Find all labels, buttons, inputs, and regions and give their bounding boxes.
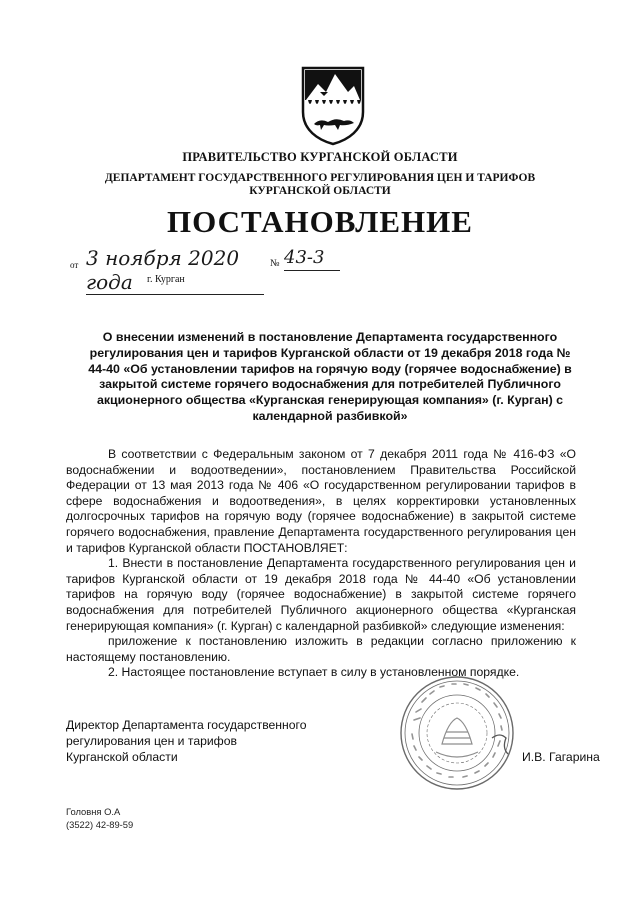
department-name-line2: КУРГАНСКОЙ ОБЛАСТИ xyxy=(249,185,391,197)
from-label: от xyxy=(70,260,79,270)
handwritten-date: 3 ноября 2020 года xyxy=(86,246,264,295)
executor-name: Головня О.А xyxy=(66,806,121,817)
executor-phone: (3522) 42-89-59 xyxy=(66,819,134,830)
document-title: ПОСТАНОВЛЕНИЕ xyxy=(167,204,473,239)
item-1-paragraph: 1. Внести в постановление Департамента государственного регулирования цен и тарифов Курганской области от 19 декабря 2018 года № 44-40 «Об установлении тарифов на горячую воду (горячее водоснабжение) в закрытой системе горячего водоснабжения для потребителей Публичного акционерного общества «Курганская генерирующая компания» (г. Курган) с календарной разбивкой» следующие изменения: xyxy=(66,556,576,633)
item-1-sub-paragraph: приложение к постановлению изложить в редакции согласно приложению к настоящему постановлению. xyxy=(66,634,576,664)
document-subject: О внесении изменений в постановление Департамента государственного регулирования цен и тарифов Курганской области от 19 декабря 2018 года № 44-40 «Об установлении тарифов на горячую воду (горячее водоснабжение) в закрытой системе горячего водоснабжения для потребителей Публичного акционерного общества «Курганская генерирующая компания» (г. Курган) с календарной разбивкой» xyxy=(88,330,572,423)
department-name xyxy=(0,172,640,198)
signer-position-line3: Курганской области xyxy=(66,749,178,764)
signer-position-line1: Директор Департамента государственного xyxy=(66,718,307,732)
item-2-paragraph: 2. Настоящее постановление вступает в силу в установленном порядке. xyxy=(108,665,520,680)
number-label: № xyxy=(270,258,280,269)
government-name: ПРАВИТЕЛЬСТВО КУРГАНСКОЙ ОБЛАСТИ xyxy=(182,150,458,164)
signer-position-line2: регулирования цен и тарифов xyxy=(66,733,237,748)
preamble-paragraph: В соответствии с Федеральным законом от 7 декабря 2011 года № 416-ФЗ «О водоснабжении и водоотведении», постановлением Правительства Российской Федерации от 13 мая 2013 года № 406 «О государственном регулировании тарифов в сфере водоснабжения и водоотведения», в целях корректировки установленных долгосрочных тарифов на горячую воду (горячее водоснабжение) в закрытой системе горячего водоснабжения, правление Департамента государственного регулирования цен и тарифов Курганской области ПОСТАНОВЛЯЕТ: xyxy=(66,447,576,555)
document-body xyxy=(66,447,576,681)
official-seal-icon xyxy=(396,672,518,794)
coat-of-arms-icon xyxy=(300,66,366,146)
city-label: г. Курган xyxy=(147,274,185,285)
signer-position xyxy=(66,718,307,765)
date-number-line xyxy=(0,246,640,294)
executor-info xyxy=(66,805,133,831)
signer-name: И.В. Гагарина xyxy=(522,750,600,764)
handwritten-number: 43-3 xyxy=(284,246,340,271)
department-name-line1: ДЕПАРТАМЕНТ ГОСУДАРСТВЕННОГО РЕГУЛИРОВАНИЯ ЦЕН И ТАРИФОВ xyxy=(104,172,536,184)
